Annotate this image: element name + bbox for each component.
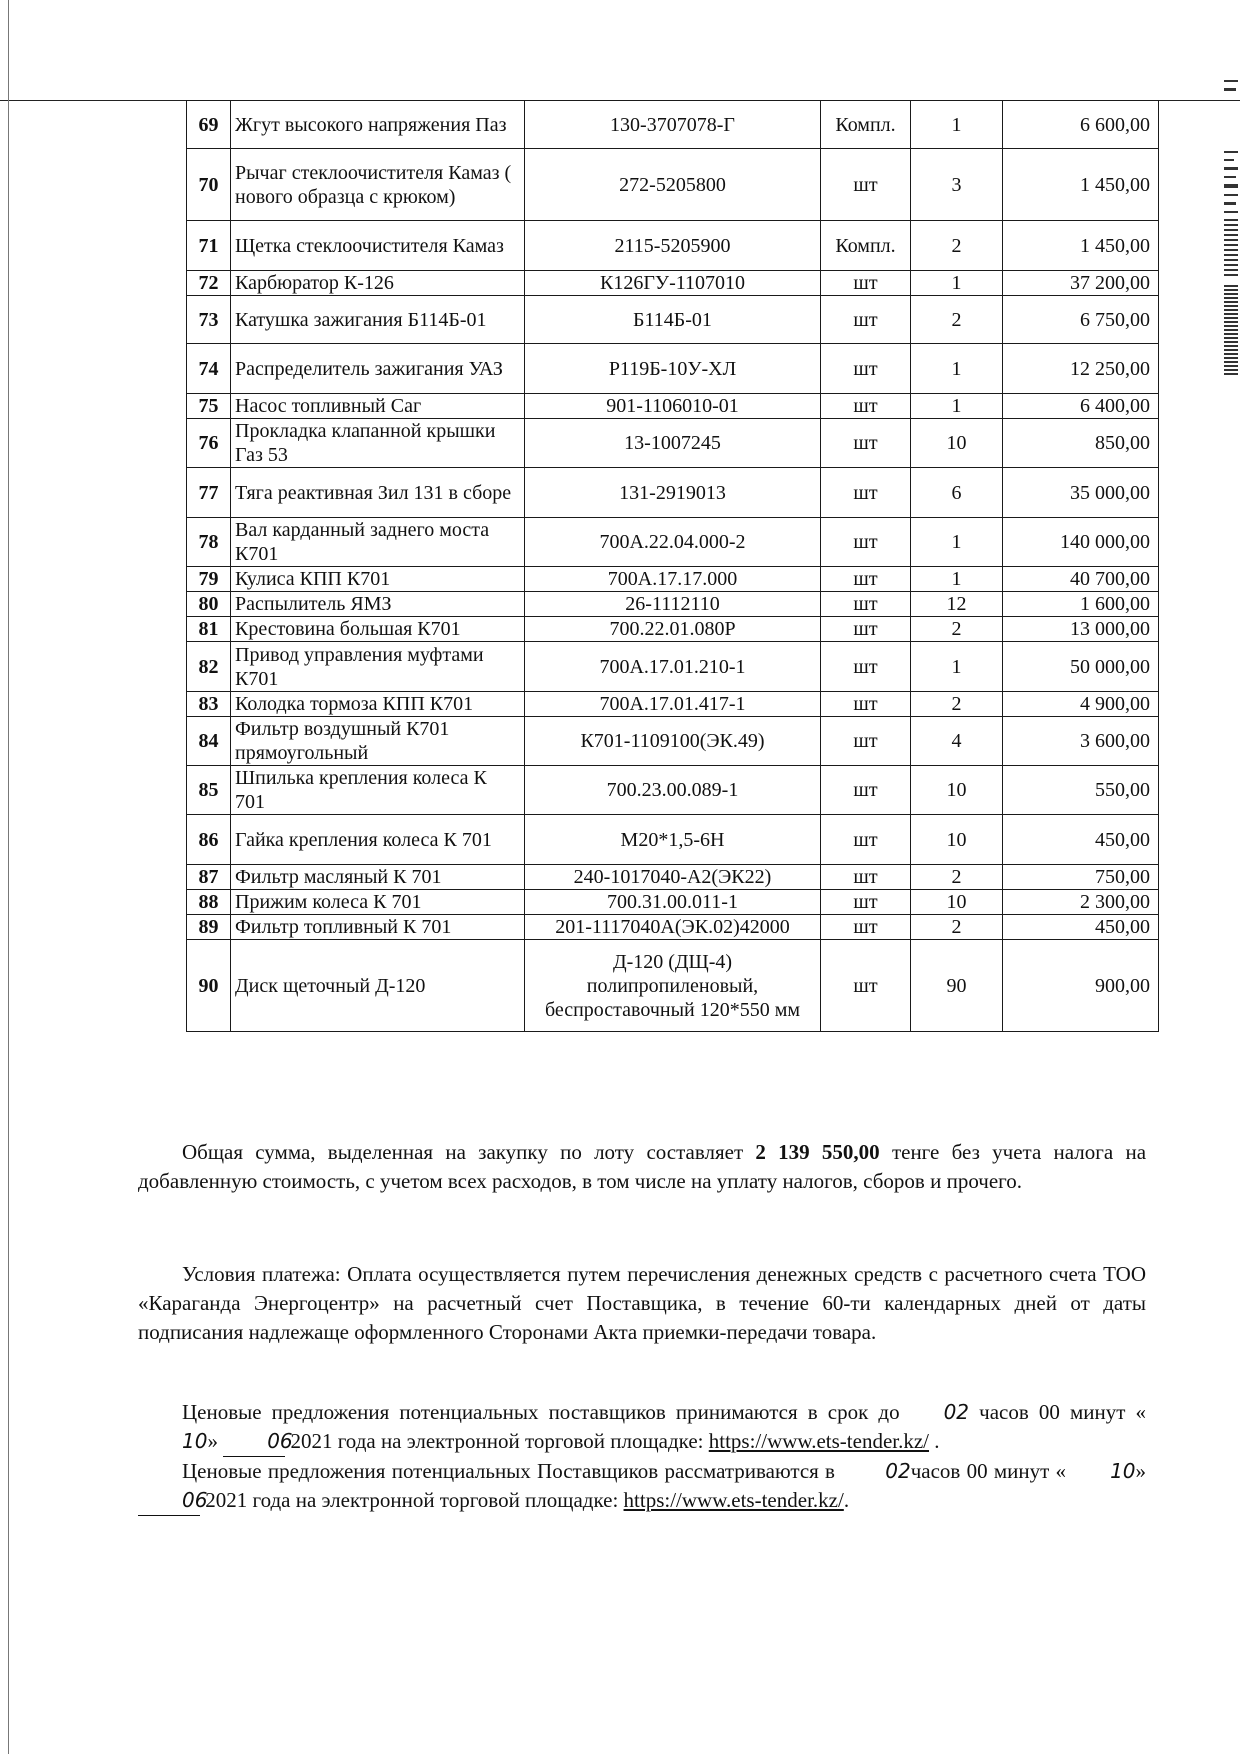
item-name-cell: Насос топливный Саг	[231, 394, 525, 419]
item-name-cell: Рычаг стеклоочистителя Камаз ( нового образца с крюком)	[231, 149, 525, 221]
item-price-cell: 450,00	[1003, 915, 1159, 940]
item-qty-cell: 2	[911, 296, 1003, 344]
item-code-cell: 131-2919013	[525, 468, 821, 518]
item-qty-cell: 2	[911, 692, 1003, 717]
item-num-cell: 69	[187, 101, 231, 149]
deadline-review-quote: »	[1135, 1459, 1147, 1483]
item-num-cell: 77	[187, 468, 231, 518]
item-unit-cell: шт	[821, 468, 911, 518]
item-unit-cell: шт	[821, 296, 911, 344]
item-code-cell: 2115-5205900	[525, 221, 821, 271]
table-row	[187, 940, 1159, 1032]
item-name-cell: Шпилька крепления колеса К 701	[231, 766, 525, 815]
table-row	[187, 642, 1159, 692]
deadline-accept-text: Ценовые предложения потенциальных поставщиков принимаются в срок до	[182, 1400, 900, 1424]
item-price-cell: 2 300,00	[1003, 890, 1159, 915]
deadline-review-text: Ценовые предложения потенциальных Поставщиков рассматриваются в	[182, 1459, 842, 1483]
item-qty-cell: 3	[911, 149, 1003, 221]
table-row	[187, 592, 1159, 617]
item-unit-cell: шт	[821, 815, 911, 865]
item-code-cell: К126ГУ-1107010	[525, 271, 821, 296]
item-qty-cell: 1	[911, 271, 1003, 296]
ets-tender-link-1[interactable]: https://www.ets-tender.kz/	[708, 1429, 930, 1453]
scan-right-edge-marks	[1224, 80, 1238, 381]
total-text-before: Общая сумма, выделенная на закупку по лоту составляет	[182, 1140, 756, 1164]
item-code-cell: Д-120 (ДЩ-4) полипропиленовый, беспроставочный 120*550 мм	[525, 940, 821, 1032]
item-num-cell: 79	[187, 567, 231, 592]
item-price-cell: 1 600,00	[1003, 592, 1159, 617]
deadline-review-text-2: часов 00 минут «	[910, 1459, 1067, 1483]
item-price-cell: 50 000,00	[1003, 642, 1159, 692]
item-code-cell: 130-3707078-Г	[525, 101, 821, 149]
item-unit-cell: шт	[821, 940, 911, 1032]
item-qty-cell: 1	[911, 344, 1003, 394]
item-name-cell: Тяга реактивная Зил 131 в сборе	[231, 468, 525, 518]
table-row	[187, 271, 1159, 296]
item-code-cell: Б114Б-01	[525, 296, 821, 344]
item-unit-cell: шт	[821, 271, 911, 296]
item-price-cell: 6 400,00	[1003, 394, 1159, 419]
total-paragraph	[138, 1138, 1146, 1196]
item-unit-cell: шт	[821, 717, 911, 766]
item-price-cell: 850,00	[1003, 419, 1159, 468]
deadline-review-end: .	[843, 1488, 850, 1512]
item-num-cell: 85	[187, 766, 231, 815]
table-row	[187, 567, 1159, 592]
scan-left-edge	[8, 0, 9, 1754]
table-row	[187, 915, 1159, 940]
item-qty-cell: 2	[911, 221, 1003, 271]
item-unit-cell: шт	[821, 518, 911, 567]
total-amount: 2 139 550,00	[755, 1140, 880, 1164]
item-unit-cell: шт	[821, 915, 911, 940]
item-code-cell: 700А.17.01.417-1	[525, 692, 821, 717]
item-price-cell: 450,00	[1003, 815, 1159, 865]
deadline-accept-text-2: часов 00 минут «	[969, 1400, 1147, 1424]
item-price-cell: 750,00	[1003, 865, 1159, 890]
item-num-cell: 70	[187, 149, 231, 221]
deadline-paragraph	[138, 1398, 1146, 1516]
item-code-cell: 13-1007245	[525, 419, 821, 468]
table-row	[187, 815, 1159, 865]
table-row	[187, 419, 1159, 468]
table-row	[187, 344, 1159, 394]
item-code-cell: 700.31.00.011-1	[525, 890, 821, 915]
item-price-cell: 4 900,00	[1003, 692, 1159, 717]
items-table	[186, 100, 1159, 1032]
item-price-cell: 40 700,00	[1003, 567, 1159, 592]
item-qty-cell: 1	[911, 567, 1003, 592]
item-price-cell: 12 250,00	[1003, 344, 1159, 394]
item-qty-cell: 10	[911, 766, 1003, 815]
item-name-cell: Привод управления муфтами К701	[231, 642, 525, 692]
item-qty-cell: 10	[911, 815, 1003, 865]
item-unit-cell: шт	[821, 419, 911, 468]
table-row	[187, 468, 1159, 518]
table-row	[187, 717, 1159, 766]
item-code-cell: 700А.22.04.000-2	[525, 518, 821, 567]
item-price-cell: 550,00	[1003, 766, 1159, 815]
item-code-cell: 700.22.01.080Р	[525, 617, 821, 642]
item-qty-cell: 1	[911, 642, 1003, 692]
item-name-cell: Фильтр масляный К 701	[231, 865, 525, 890]
item-num-cell: 71	[187, 221, 231, 271]
table-row	[187, 865, 1159, 890]
item-name-cell: Карбюратор К-126	[231, 271, 525, 296]
item-qty-cell: 90	[911, 940, 1003, 1032]
item-unit-cell: шт	[821, 344, 911, 394]
handwritten-day-accept: 10	[182, 1429, 208, 1453]
table-row	[187, 101, 1159, 149]
item-num-cell: 84	[187, 717, 231, 766]
item-unit-cell: шт	[821, 642, 911, 692]
item-unit-cell: шт	[821, 592, 911, 617]
items-table-body	[187, 101, 1159, 1032]
item-num-cell: 76	[187, 419, 231, 468]
payment-paragraph	[138, 1260, 1146, 1347]
payment-terms-text: Условия платежа: Оплата осуществляется путем перечисления денежных средств с расчетного счета ТОО «Караганда Энергоцентр» на расчетный счет Поставщика, в течение 60-ти календарных дней от даты подписания надлежаще оформленного Сторонами Акта приемки-передачи товара.	[138, 1262, 1146, 1344]
item-qty-cell: 10	[911, 419, 1003, 468]
item-unit-cell: шт	[821, 890, 911, 915]
handwritten-month-accept: 06	[223, 1427, 285, 1457]
item-unit-cell: шт	[821, 692, 911, 717]
item-num-cell: 90	[187, 940, 231, 1032]
item-code-cell: 240-1017040-А2(ЭК22)	[525, 865, 821, 890]
item-price-cell: 1 450,00	[1003, 149, 1159, 221]
item-price-cell: 35 000,00	[1003, 468, 1159, 518]
item-qty-cell: 1	[911, 518, 1003, 567]
item-name-cell: Жгут высокого напряжения Паз	[231, 101, 525, 149]
item-qty-cell: 12	[911, 592, 1003, 617]
item-unit-cell: шт	[821, 865, 911, 890]
item-code-cell: К701-1109100(ЭК.49)	[525, 717, 821, 766]
handwritten-hour-accept: 02	[943, 1400, 970, 1424]
table-row	[187, 617, 1159, 642]
item-num-cell: 81	[187, 617, 231, 642]
item-name-cell: Фильтр воздушный К701 прямоугольный	[231, 717, 525, 766]
item-name-cell: Фильтр топливный К 701	[231, 915, 525, 940]
item-qty-cell: 1	[911, 394, 1003, 419]
item-name-cell: Распределитель зажигания УАЗ	[231, 344, 525, 394]
deadline-accept-end: .	[929, 1429, 940, 1453]
item-num-cell: 74	[187, 344, 231, 394]
item-num-cell: 89	[187, 915, 231, 940]
item-qty-cell: 2	[911, 865, 1003, 890]
table-row	[187, 149, 1159, 221]
item-num-cell: 82	[187, 642, 231, 692]
item-num-cell: 87	[187, 865, 231, 890]
item-code-cell: Р119Б-10У-ХЛ	[525, 344, 821, 394]
item-unit-cell: шт	[821, 149, 911, 221]
item-name-cell: Кулиса КПП К701	[231, 567, 525, 592]
item-unit-cell: Компл.	[821, 221, 911, 271]
table-row	[187, 394, 1159, 419]
item-num-cell: 80	[187, 592, 231, 617]
deadline-review-text-3: 2021 года на электронной торговой площадке:	[200, 1488, 624, 1512]
item-name-cell: Крестовина большая К701	[231, 617, 525, 642]
total-text-after: тенге без учета налога на добавленную стоимость, с учетом всех расходов, в том числе на уплату налогов, сборов и прочего.	[138, 1140, 1147, 1193]
item-qty-cell: 4	[911, 717, 1003, 766]
item-price-cell: 140 000,00	[1003, 518, 1159, 567]
item-unit-cell: Компл.	[821, 101, 911, 149]
table-row	[187, 890, 1159, 915]
table-row	[187, 221, 1159, 271]
item-name-cell: Щетка стеклоочистителя Камаз	[231, 221, 525, 271]
item-price-cell: 37 200,00	[1003, 271, 1159, 296]
handwritten-day-review: 10	[1110, 1459, 1136, 1483]
item-num-cell: 73	[187, 296, 231, 344]
item-num-cell: 88	[187, 890, 231, 915]
item-num-cell: 75	[187, 394, 231, 419]
item-code-cell: 700.23.00.089-1	[525, 766, 821, 815]
item-unit-cell: шт	[821, 617, 911, 642]
item-qty-cell: 1	[911, 101, 1003, 149]
handwritten-month-review: 06	[138, 1486, 200, 1516]
item-qty-cell: 2	[911, 617, 1003, 642]
item-name-cell: Катушка зажигания Б114Б-01	[231, 296, 525, 344]
item-price-cell: 13 000,00	[1003, 617, 1159, 642]
table-row	[187, 296, 1159, 344]
handwritten-hour-review: 02	[885, 1459, 911, 1483]
item-name-cell: Прокладка клапанной крышки Газ 53	[231, 419, 525, 468]
deadline-accept-text-3: 2021 года на электронной торговой площадке:	[285, 1429, 709, 1453]
item-price-cell: 6 600,00	[1003, 101, 1159, 149]
item-code-cell: 700А.17.17.000	[525, 567, 821, 592]
item-name-cell: Колодка тормоза КПП К701	[231, 692, 525, 717]
item-price-cell: 3 600,00	[1003, 717, 1159, 766]
item-price-cell: 1 450,00	[1003, 221, 1159, 271]
table-row	[187, 766, 1159, 815]
item-name-cell: Гайка крепления колеса К 701	[231, 815, 525, 865]
item-num-cell: 83	[187, 692, 231, 717]
ets-tender-link-2[interactable]: https://www.ets-tender.kz/	[623, 1488, 844, 1512]
item-code-cell: 700А.17.01.210-1	[525, 642, 821, 692]
table-row	[187, 692, 1159, 717]
item-code-cell: 201-1117040А(ЭК.02)42000	[525, 915, 821, 940]
item-code-cell: 901-1106010-01	[525, 394, 821, 419]
item-name-cell: Прижим колеса К 701	[231, 890, 525, 915]
deadline-accept-quote: »	[207, 1429, 224, 1453]
item-code-cell: 272-5205800	[525, 149, 821, 221]
table-row	[187, 518, 1159, 567]
item-name-cell: Вал карданный заднего моста К701	[231, 518, 525, 567]
item-name-cell: Диск щеточный Д-120	[231, 940, 525, 1032]
item-name-cell: Распылитель ЯМЗ	[231, 592, 525, 617]
item-num-cell: 86	[187, 815, 231, 865]
item-unit-cell: шт	[821, 567, 911, 592]
item-code-cell: М20*1,5-6Н	[525, 815, 821, 865]
item-qty-cell: 10	[911, 890, 1003, 915]
item-qty-cell: 2	[911, 915, 1003, 940]
item-price-cell: 6 750,00	[1003, 296, 1159, 344]
item-qty-cell: 6	[911, 468, 1003, 518]
item-price-cell: 900,00	[1003, 940, 1159, 1032]
item-num-cell: 78	[187, 518, 231, 567]
item-num-cell: 72	[187, 271, 231, 296]
item-code-cell: 26-1112110	[525, 592, 821, 617]
item-unit-cell: шт	[821, 394, 911, 419]
item-unit-cell: шт	[821, 766, 911, 815]
